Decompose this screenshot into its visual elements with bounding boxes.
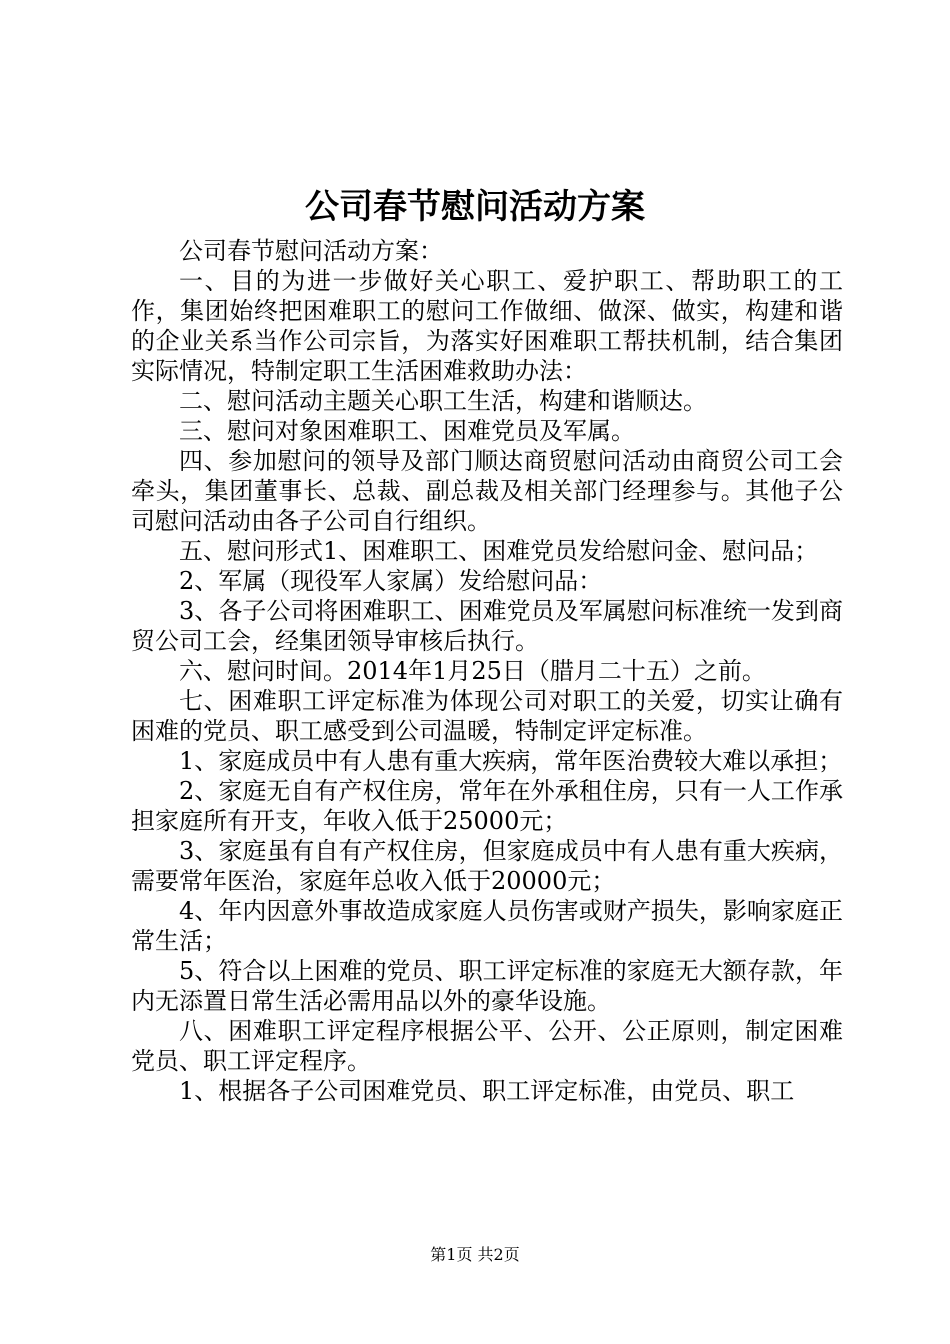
paragraph: 二、慰问活动主题关心职工生活，构建和谐顺达。 [179, 387, 707, 415]
paragraph: 1、根据各子公司困难党员、职工评定标准，由党员、职工 [179, 1077, 795, 1105]
paragraph: 一、目的为进一步做好关心职工、爱护职工、帮助职工的工作，集团始终把困难职工的慰问工作做细、做深、做实，构建和谐的企业关系当作公司宗旨，为落实好困难职工帮扶机制，结合集团实际情况，特制定职工生活困难救助办法： [131, 267, 843, 385]
paragraph: 2、家庭无自有产权住房，常年在外承租住房，只有一人工作承担家庭所有开支，年收入低于25000元； [131, 777, 843, 835]
paragraph: 五、慰问形式1、困难职工、困难党员发给慰问金、慰问品； [179, 537, 819, 565]
paragraph: 公司春节慰问活动方案： [179, 237, 443, 265]
paragraph: 三、慰问对象困难职工、困难党员及军属。 [179, 417, 635, 445]
page-footer: 第1页 共2页 [430, 1245, 520, 1264]
paragraph: 4、年内因意外事故造成家庭人员伤害或财产损失，影响家庭正常生活； [131, 897, 843, 955]
page-title: 公司春节慰问活动方案 [305, 187, 645, 227]
paragraph: 六、慰问时间。2014年1月25日（腊月二十五）之前。 [179, 657, 766, 685]
paragraph: 5、符合以上困难的党员、职工评定标准的家庭无大额存款，年内无添置日常生活必需用品以外的豪华设施。 [131, 957, 843, 1015]
paragraph: 2、军属（现役军人家属）发给慰问品： [179, 567, 603, 595]
paragraph: 八、困难职工评定程序根据公平、公开、公正原则，制定困难党员、职工评定程序。 [131, 1017, 843, 1075]
paragraph: 3、各子公司将困难职工、困难党员及军属慰问标准统一发到商贸公司工会，经集团领导审核后执行。 [131, 597, 843, 655]
paragraph: 3、家庭虽有自有产权住房，但家庭成员中有人患有重大疾病，需要常年医治，家庭年总收入低于20000元； [131, 837, 843, 895]
paragraph: 四、参加慰问的领导及部门顺达商贸慰问活动由商贸公司工会牵头，集团董事长、总裁、副总裁及相关部门经理参与。其他子公司慰问活动由各子公司自行组织。 [131, 447, 843, 535]
paragraph: 1、家庭成员中有人患有重大疾病，常年医治费较大难以承担； [179, 747, 843, 775]
document-body [131, 236, 843, 1106]
paragraph: 七、困难职工评定标准为体现公司对职工的关爱，切实让确有困难的党员、职工感受到公司温暖，特制定评定标准。 [131, 687, 843, 745]
